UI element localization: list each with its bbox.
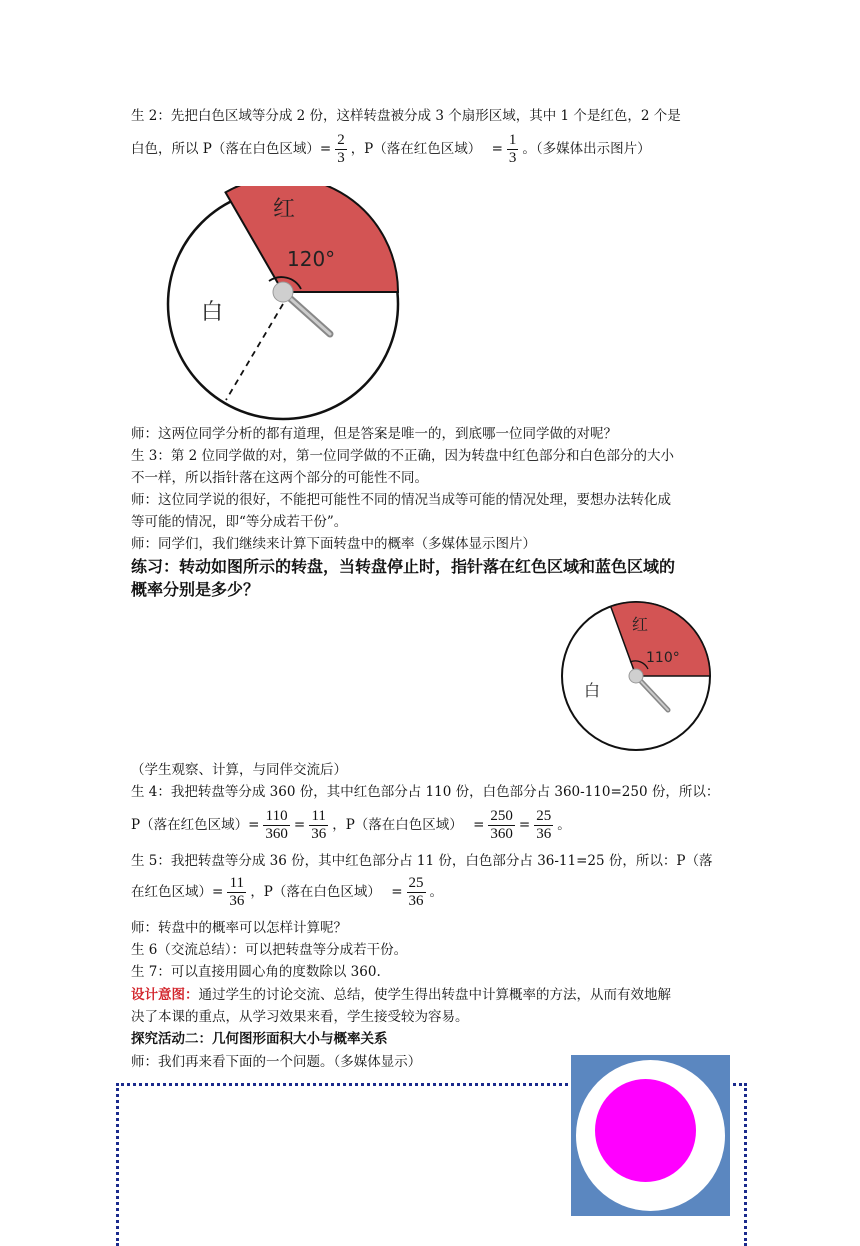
fraction-250-360: $\frac{250}{360}$ xyxy=(490,808,513,842)
student3-line2: 不一样，所以指针落在这两个部分的可能性不同。 xyxy=(131,470,428,486)
student5-line2: 在红色区域）= $\frac{11}{36}$ ，P（落在白色区域） = $\frac{25}{36}$ 。 xyxy=(131,875,444,909)
fraction-25-36: $\frac{25}{36}$ xyxy=(536,808,552,842)
student7-line: 生 7：可以直接用圆心角的度数除以 360. xyxy=(131,964,381,980)
white-label: 白 xyxy=(584,681,601,700)
student3-line1: 生 3：第 2 位同学做的对，第一位同学做的不正确，因为转盘中红色部分和白色部分的大小 xyxy=(131,448,675,464)
student4-line2: P（落在红色区域）= $\frac{110}{360}$ = $\frac{11}{36}$ ，P（落在白色区域） = $\frac{250}{360}$ = $\frac{25}{36}$ 。 xyxy=(131,808,571,842)
fraction-11-36: $\frac{11}{36}$ xyxy=(229,875,245,909)
circle-target-figure xyxy=(571,1055,730,1216)
teacher5-line: 师：我们再来看下面的一个问题。（多媒体显示） xyxy=(131,1054,422,1070)
fraction-11-36: $\frac{11}{36}$ xyxy=(311,808,327,842)
fraction-1-3: $\frac{1}{3}$ xyxy=(508,132,517,166)
spinner-120-diagram xyxy=(165,186,401,422)
white-label: 白 xyxy=(201,300,224,325)
exercise-title-line2: 概率分别是多少？ xyxy=(131,580,260,599)
exercise-title-line1: 练习：转动如图所示的转盘，当转盘停止时，指针落在红色区域和蓝色区域的 xyxy=(131,557,676,576)
magenta-circle xyxy=(595,1079,696,1182)
fraction-110-360: $\frac{110}{360}$ xyxy=(265,808,288,842)
student6-line: 生 6（交流总结）：可以把转盘等分成若干份。 xyxy=(131,942,408,958)
teacher-line-1: 师：这两位同学分析的都有道理，但是答案是唯一的，到底哪一位同学做的对呢？ xyxy=(131,426,617,442)
fraction-2-3: $\frac{2}{3}$ xyxy=(337,132,345,166)
pointer-hub xyxy=(273,282,293,302)
red-label: 红 xyxy=(632,615,649,634)
student2-line2: 白色，所以 P（落在白色区域）= $\frac{2}{3}$ ，P（落在红色区域） = $\frac{1}{3}$ 。（多媒体出示图片） xyxy=(131,132,651,166)
activity2-heading: 探究活动二：几何图形面积大小与概率关系 xyxy=(131,1031,388,1047)
pointer-hub xyxy=(629,669,643,683)
student4-line1: 生 4：我把转盘等分成 360 份，其中红色部分占 110 份，白色部分占 360-110=250 份，所以： xyxy=(131,784,720,800)
angle-label: 110° xyxy=(646,650,680,666)
teacher2-line2: 等可能的情况，即“等分成若干份”。 xyxy=(131,514,348,530)
design-intent-line2: 决了本课的重点，从学习效果来看，学生接受较为容易。 xyxy=(131,1009,469,1025)
student5-line1: 生 5：我把转盘等分成 36 份，其中红色部分占 11 份，白色部分占 36-11=25 份，所以：P（落 xyxy=(131,853,713,869)
teacher3-line: 师：同学们，我们继续来计算下面转盘中的概率（多媒体显示图片） xyxy=(131,536,536,552)
design-intent-line1: 设计意图：通过学生的讨论交流、总结，使学生得出转盘中计算概率的方法，从而有效地解 xyxy=(131,987,671,1003)
spinner-110-diagram xyxy=(560,600,714,754)
fraction-25-36: $\frac{25}{36}$ xyxy=(408,875,424,909)
design-intent-label: 设计意图： xyxy=(131,987,199,1003)
student2-line1: 生 2：先把白色区域等分成 2 份，这样转盘被分成 3 个扇形区域，其中 1 个是红色，2 个是 xyxy=(131,108,681,124)
teacher2-line1: 师：这位同学说的很好，不能把可能性不同的情况当成等可能的情况处理，要想办法转化成 xyxy=(131,492,671,508)
teacher4-line: 师：转盘中的概率可以怎样计算呢？ xyxy=(131,920,347,936)
angle-label: 120° xyxy=(287,247,336,271)
observe-line: （学生观察、计算，与同伴交流后） xyxy=(131,762,347,778)
red-label: 红 xyxy=(273,197,296,222)
